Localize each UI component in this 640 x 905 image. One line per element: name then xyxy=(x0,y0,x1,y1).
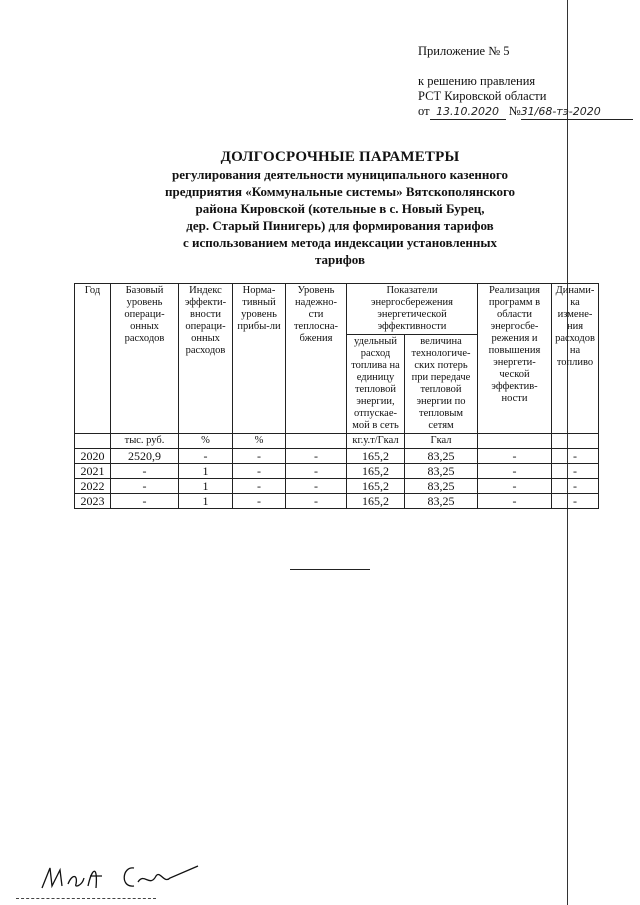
title-line-6: тарифов xyxy=(315,252,365,267)
separator-line xyxy=(290,569,370,570)
cell-index: 1 xyxy=(179,464,233,479)
cell-programs: - xyxy=(478,464,552,479)
unit-cell xyxy=(552,434,599,449)
decision-date: 13.10.2020 xyxy=(430,104,506,120)
unit-cell: тыс. руб. xyxy=(111,434,179,449)
unit-cell: кг.у.т/Гкал xyxy=(347,434,405,449)
unit-cell xyxy=(478,434,552,449)
header-efficiency-index: Индекс эффекти-вности операци-онных расходов xyxy=(179,284,233,434)
annex-line-2: РСТ Кировской области xyxy=(418,89,547,103)
table-row xyxy=(75,464,599,479)
header-year: Год xyxy=(75,284,111,434)
title-line-3: района Кировской (котельные в с. Новый Бурец, xyxy=(195,201,485,216)
cell-programs: - xyxy=(478,494,552,509)
footer-dashed-line xyxy=(16,898,156,899)
annex-title: Приложение № 5 xyxy=(418,44,510,58)
cell-base: - xyxy=(111,479,179,494)
cell-year: 2020 xyxy=(75,449,111,464)
header-profit-level: Норма-тивный уровень прибы-ли xyxy=(233,284,286,434)
table-row xyxy=(75,494,599,509)
cell-year: 2022 xyxy=(75,479,111,494)
cell-year: 2021 xyxy=(75,464,111,479)
cell-fuel: 165,2 xyxy=(347,494,405,509)
header-base-costs: Базовый уровень операци-онных расходов xyxy=(111,284,179,434)
annex-from: от xyxy=(418,104,430,118)
header-programs: Реализация программ в области энергосбе-режения и повышения энергети-ческой эффектив-ности xyxy=(478,284,552,434)
unit-cell: % xyxy=(179,434,233,449)
cell-index: 1 xyxy=(179,479,233,494)
table-row xyxy=(75,449,599,464)
cell-base: 2520,9 xyxy=(111,449,179,464)
cell-fuel: 165,2 xyxy=(347,449,405,464)
units-row xyxy=(75,434,599,449)
cell-reliability: - xyxy=(286,494,347,509)
cell-programs: - xyxy=(478,449,552,464)
signature-icon xyxy=(38,858,208,894)
cell-year: 2023 xyxy=(75,494,111,509)
title-line-5: с использованием метода индексации установленных xyxy=(182,235,498,250)
cell-programs: - xyxy=(478,479,552,494)
cell-losses: 83,25 xyxy=(405,479,478,494)
annex-num-label: № xyxy=(508,104,521,118)
document-title xyxy=(130,148,550,268)
decision-number: 31/68-тэ-2020 xyxy=(521,104,633,120)
cell-reliability: - xyxy=(286,464,347,479)
cell-losses: 83,25 xyxy=(405,449,478,464)
cell-dynamics: - xyxy=(552,464,599,479)
unit-cell: Гкал xyxy=(405,434,478,449)
parameters-table xyxy=(74,283,599,509)
cell-index: 1 xyxy=(179,494,233,509)
cell-profit: - xyxy=(233,449,286,464)
cell-losses: 83,25 xyxy=(405,494,478,509)
cell-profit: - xyxy=(233,479,286,494)
header-fuel-rate: удельный расход топлива на единицу тепловой энергии, отпускае-мой в сеть xyxy=(347,335,405,434)
header-heat-losses: величина технологиче-ских потерь при передаче тепловой энергии по тепловым сетям xyxy=(405,335,478,434)
cell-losses: 83,25 xyxy=(405,464,478,479)
cell-reliability: - xyxy=(286,449,347,464)
title-line-1: регулирования деятельности муниципального казенного xyxy=(172,167,508,182)
handwritten-signature xyxy=(38,858,208,894)
title-main: ДОЛГОСРОЧНЫЕ ПАРАМЕТРЫ xyxy=(220,149,460,165)
annex-block xyxy=(418,44,633,120)
unit-cell xyxy=(75,434,111,449)
header-fuel-dynamics: Динами-ка измене-ния расходов на топливо xyxy=(552,284,599,434)
unit-cell: % xyxy=(233,434,286,449)
cell-fuel: 165,2 xyxy=(347,464,405,479)
cell-base: - xyxy=(111,494,179,509)
title-line-4: дер. Старый Пинигерь) для формирования тарифов xyxy=(186,218,494,233)
header-energy-indicators: Показатели энергосбережения энергетической эффективности xyxy=(347,284,478,335)
cell-reliability: - xyxy=(286,479,347,494)
table-row xyxy=(75,479,599,494)
title-line-2: предприятия «Коммунальные системы» Вятскополянского xyxy=(164,184,516,199)
cell-base: - xyxy=(111,464,179,479)
cell-profit: - xyxy=(233,494,286,509)
cell-dynamics: - xyxy=(552,479,599,494)
annex-decision-line xyxy=(418,104,633,120)
header-reliability: Уровень надежно-сти теплосна-бжения xyxy=(286,284,347,434)
cell-dynamics: - xyxy=(552,449,599,464)
cell-profit: - xyxy=(233,464,286,479)
cell-dynamics: - xyxy=(552,494,599,509)
cell-fuel: 165,2 xyxy=(347,479,405,494)
unit-cell xyxy=(286,434,347,449)
annex-line-1: к решению правления xyxy=(418,74,536,88)
cell-index: - xyxy=(179,449,233,464)
